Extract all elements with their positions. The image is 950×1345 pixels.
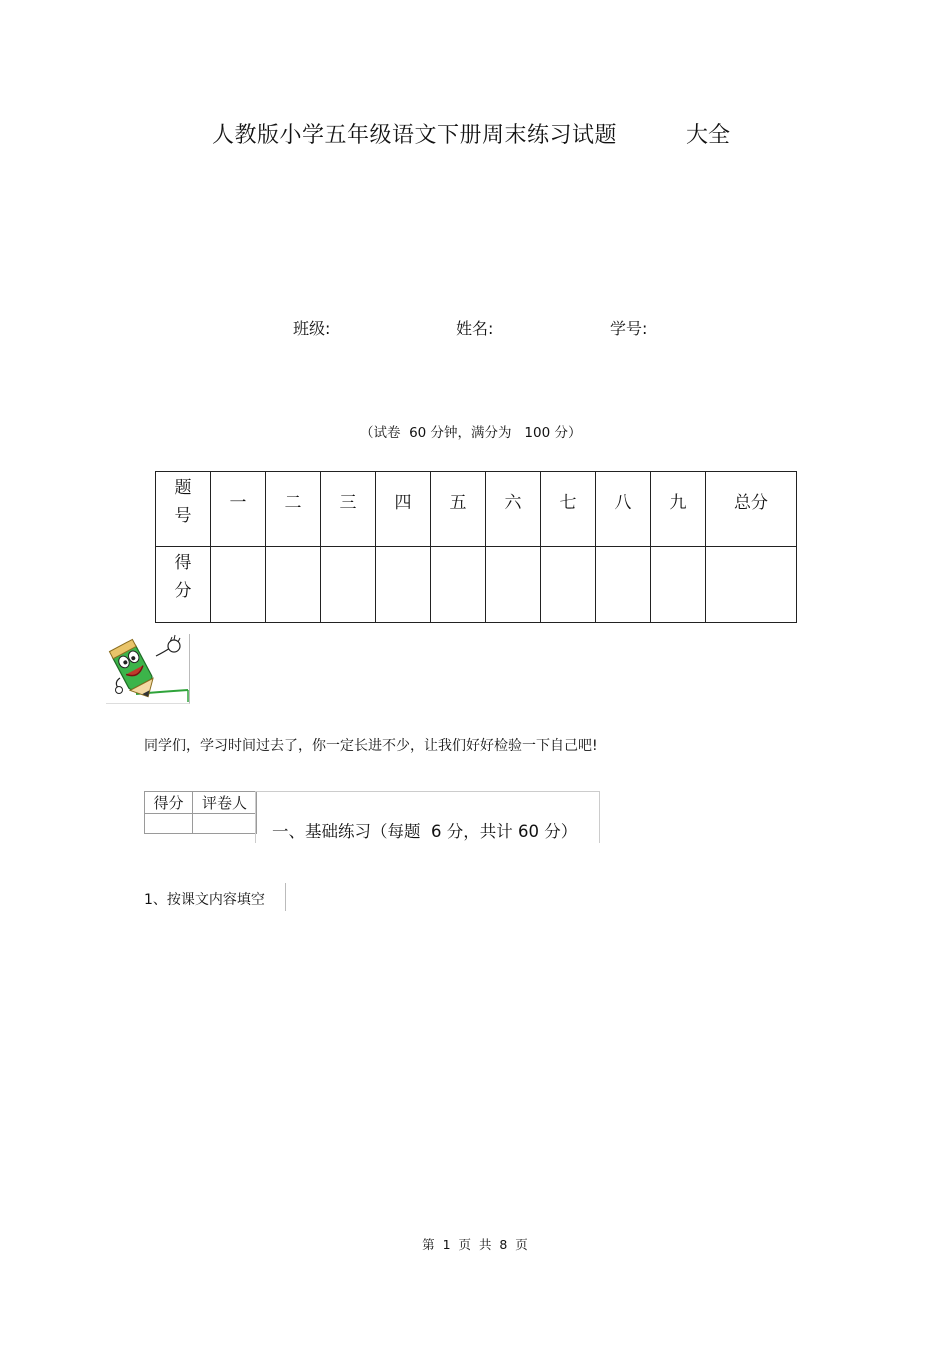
header-char: 题 [174, 478, 192, 498]
score-cell [431, 547, 486, 623]
grader-name-cell [193, 814, 257, 834]
score-cell [651, 547, 706, 623]
section-title: 一、基础练习（每题 6 分，共计 60 分） [272, 822, 578, 841]
name-label: 姓名: [456, 319, 494, 338]
column-header: 二 [266, 472, 321, 547]
score-cell [486, 547, 541, 623]
score-cell [541, 547, 596, 623]
question-number-header [156, 472, 211, 547]
header-char: 号 [174, 506, 192, 526]
column-header: 九 [651, 472, 706, 547]
section-score-cell [145, 814, 193, 834]
score-cell [376, 547, 431, 623]
score-table [155, 471, 797, 623]
exam-time-note: （试卷 60 分钟，满分为 100 分） [360, 425, 582, 441]
page-footer: 第 1 页 共 8 页 [422, 1237, 528, 1252]
grader-box [144, 791, 257, 834]
score-cell [211, 547, 266, 623]
document-title-suffix: 大全 [686, 123, 731, 148]
encouragement-text: 同学们，学习时间过去了，你一定长进不少，让我们好好检验一下自己吧! [144, 738, 598, 754]
total-score-header: 总分 [706, 472, 797, 547]
score-cell [266, 547, 321, 623]
document-title: 人教版小学五年级语文下册周末练习试题 [212, 123, 618, 148]
divider [285, 883, 286, 911]
student-id-label: 学号: [610, 319, 648, 338]
score-cell [321, 547, 376, 623]
column-header: 三 [321, 472, 376, 547]
header-char: 分 [174, 581, 192, 601]
score-label: 得分 [145, 792, 193, 814]
question-1: 1、按课文内容填空 [144, 892, 265, 908]
pencil-mascot-icon [106, 634, 190, 704]
score-row-header [156, 547, 211, 623]
column-header: 八 [596, 472, 651, 547]
total-score-cell [706, 547, 797, 623]
score-table-header-row [156, 472, 797, 547]
class-label: 班级: [293, 319, 331, 338]
grader-label: 评卷人 [193, 792, 257, 814]
column-header: 一 [211, 472, 266, 547]
score-table-score-row [156, 547, 797, 623]
column-header: 六 [486, 472, 541, 547]
score-cell [596, 547, 651, 623]
column-header: 七 [541, 472, 596, 547]
column-header: 五 [431, 472, 486, 547]
column-header: 四 [376, 472, 431, 547]
header-char: 得 [174, 553, 192, 573]
